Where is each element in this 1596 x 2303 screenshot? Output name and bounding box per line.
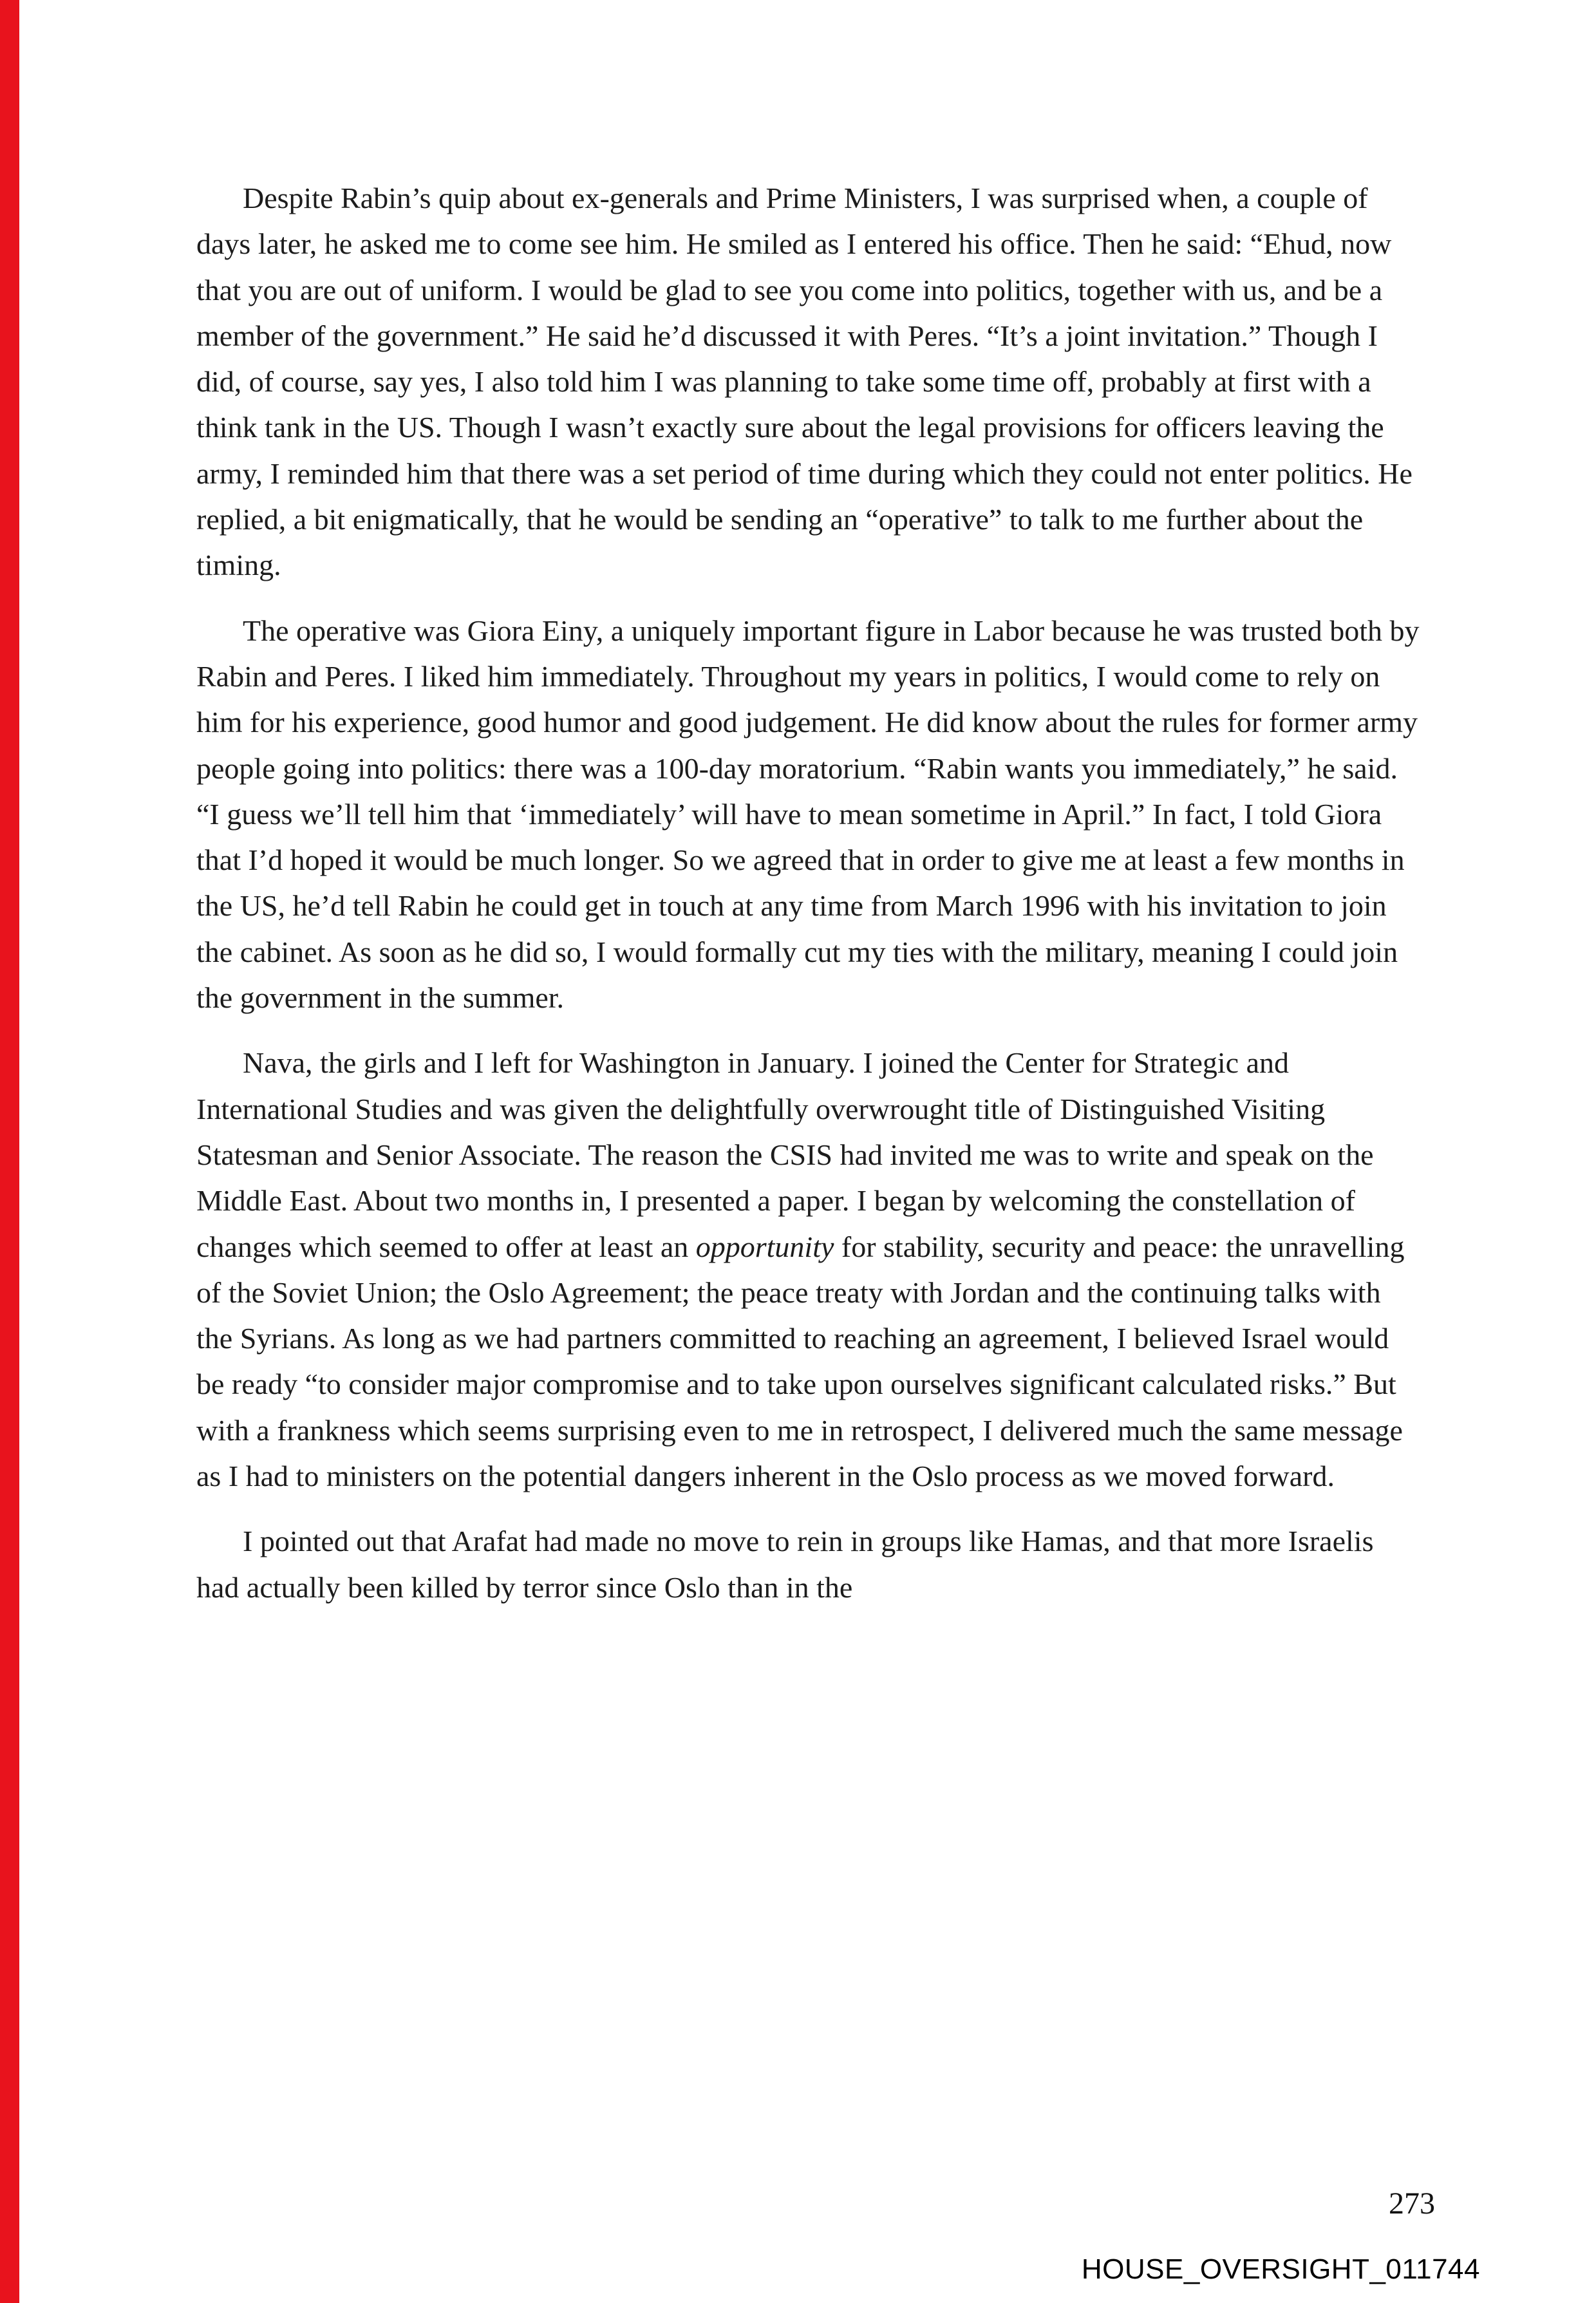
paragraph-4: I pointed out that Arafat had made no move to rein in groups like Hamas, and that more Israelis had actually been killed by terror since Oslo than in the [196, 1525, 1374, 1604]
paragraph-3-pre: Nava, the girls and I left for Washington in January. I joined the Center for Strategic and International Studies and was given the delightfully overwrought title of Distinguished Visiting Statesman and Senior Associate. The reason the CSIS had invited me was to write and speak on the Middle East. About two months in, I presented a paper. I began by welcoming the constellation of changes which seemed to offer at least an [196, 1046, 1374, 1263]
paragraph-1: Despite Rabin’s quip about ex-generals and Prime Ministers, I was surprised when, a couple of days later, he asked me to come see him. He smiled as I entered his office. Then he said: “Ehud, now that you are out of uniform. I would be glad to see you come into politics, together with us, and be a member of the government.” He said he’d discussed it with Peres. “It’s a joint invitation.” Though I did, of course, say yes, I also told him I was planning to take some time off, probably at first with a think tank in the US. Though I wasn’t exactly sure about the legal provisions for officers leaving the army, I reminded him that there was a set period of time during which they could not enter politics. He replied, a bit enigmatically, that he would be sending an “operative” to talk to me further about the timing. [196, 182, 1413, 582]
page-number: 273 [1389, 2186, 1435, 2221]
paragraph-3 [196, 1040, 1423, 1499]
paragraph-3-post: for stability, security and peace: the unravelling of the Soviet Union; the Oslo Agreement; the peace treaty with Jordan and the continuing talks with the Syrians. As long as we had partners committed to reaching an agreement, I believed Israel would be ready “to consider major compromise and to take upon ourselves significant calculated risks.” But with a frankness which seems surprising even to me in retrospect, I delivered much the same message as I had to ministers on the potential dangers inherent in the Oslo process as we moved forward. [196, 1230, 1405, 1493]
bates-stamp: HOUSE_OVERSIGHT_011744 [1081, 2253, 1480, 2285]
body-text [196, 175, 1423, 1630]
paragraph-3-italic-word: opportunity [695, 1230, 834, 1263]
red-binding-stripe [0, 0, 19, 2303]
paragraph-2: The operative was Giora Einy, a uniquely important figure in Labor because he was trusted both by Rabin and Peres. I liked him immediately. Throughout my years in politics, I would come to rely on him for his experience, good humor and good judgement. He did know about the rules for former army people going into politics: there was a 100-day moratorium. “Rabin wants you immediately,” he said. “I guess we’ll tell him that ‘immediately’ will have to mean sometime in April.” In fact, I told Giora that I’d hoped it would be much longer. So we agreed that in order to give me at least a few months in the US, he’d tell Rabin he could get in touch at any time from March 1996 with his invitation to join the cabinet. As soon as he did so, I would formally cut my ties with the military, meaning I could join the government in the summer. [196, 614, 1420, 1015]
